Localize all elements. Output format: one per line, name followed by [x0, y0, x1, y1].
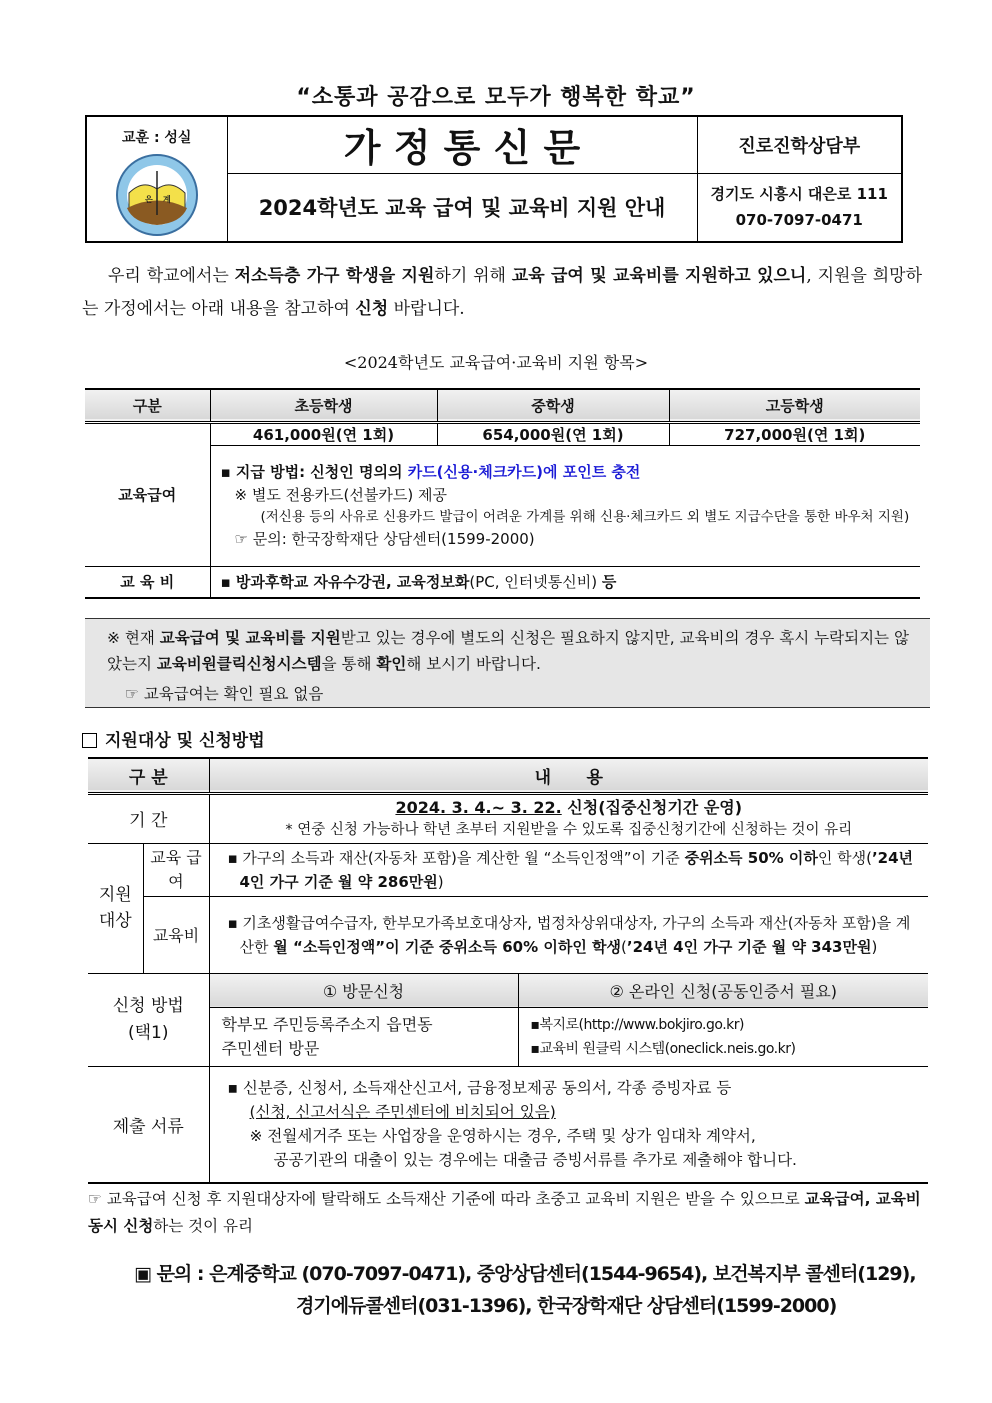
footnote: [88, 1186, 928, 1240]
col-header: 구분: [85, 389, 210, 422]
checkbox-square-icon: [82, 733, 97, 748]
online-method: [518, 1007, 928, 1066]
school-address: 경기도 시흥시 대은로 111: [710, 185, 888, 204]
text-segment: ’24년 4인 가구 기준 월 약 286만원: [239, 848, 914, 891]
contact-line-1: ▣ 문의 : 은계중학교 (070-7097-0471), 중앙상담센터(1544-9654), 보건복지부 콜센터(129),: [134, 1263, 916, 1285]
row-label: 교 육 비: [85, 566, 210, 598]
text-segment: 을 통해: [321, 655, 377, 673]
text-segment: ▪ 방과후학교 자유수강권, 교육정보화: [220, 573, 470, 592]
inquiry: ☞ 문의: 한국장학재단 상담센터(1599-2000): [234, 529, 535, 548]
payment-method: [221, 461, 911, 484]
row-label: 제출 서류: [88, 1066, 209, 1183]
text-segment: 교육 급여 및 교육비를 지원하고 있으니: [511, 266, 807, 286]
period-note: * 연중 신청 가능하나 학년 초부터 지원받을 수 있도록 집중신청기간에 신청하는 것이 유리: [285, 821, 853, 838]
text-segment: ☞ 교육급여 신청 후 지원대상자에 탈락해도 소득재산 기준에 따라 초중고 교육비 지원은 받을 수 있으므로: [88, 1190, 805, 1208]
department: 진로진학상담부: [697, 116, 902, 173]
amount-middle: 654,000원(연 1회): [437, 422, 669, 445]
letter-subtitle: 2024학년도 교육 급여 및 교육비 지원 안내: [227, 173, 697, 242]
payment-method-cell: [210, 445, 920, 566]
sub-label: 교육 급여: [143, 843, 209, 896]
contact-info: [0, 1258, 992, 1322]
text-segment: ): [871, 937, 878, 956]
row-label: 지원 대상: [88, 843, 143, 973]
text-segment: ※ 현재: [107, 629, 160, 647]
contact-line-2: 경기에듀콜센터(031-1396), 한국장학재단 상담센터(1599-2000): [296, 1295, 837, 1317]
letter-title: 가 정 통 신 문: [227, 116, 697, 173]
text-segment: ): [437, 872, 444, 891]
online-header: ② 온라인 신청(공동인증서 필요): [518, 973, 928, 1007]
col-header: 고등학생: [669, 389, 920, 422]
logo-text: 은: [144, 195, 153, 204]
svg-text:계: 계: [162, 195, 171, 204]
visit-method: 학부모 주민등록주소지 읍면동 주민센터 방문: [209, 1007, 518, 1066]
text-segment: ▪ 기초생활급여수급자, 한부모가족보호대상자, 법정차상위대상자, 가구의 소득과 재산(자동차 포함)을 계산한: [227, 913, 911, 956]
period-cell: [209, 793, 928, 843]
docs-extra-cont: 공공기관의 대출이 있는 경우에는 대출금 증빙서류를 추가로 제출해야 합니다.: [273, 1151, 797, 1170]
col-header: 구 분: [88, 758, 209, 793]
text-segment: 저소득층 가구 학생을 지원: [234, 266, 435, 286]
text-segment: 월 “소득인정액”이 기준 중위소득 60% 이하인 학생: [273, 937, 622, 956]
intro-paragraph: [82, 260, 922, 326]
school-phone: 070-7097-0471: [735, 211, 863, 230]
notice-box: [85, 618, 930, 708]
eligibility-table: [88, 757, 928, 1184]
docs-list: ▪ 신분증, 신청서, 소득재산신고서, 금융정보제공 동의서, 각종 증빙자료 등: [227, 1079, 732, 1098]
letter-header: [85, 115, 903, 243]
col-header: 내 용: [209, 758, 928, 793]
text-segment: 우리 학교에서는: [108, 266, 235, 286]
text-segment: 해 보시기 바랍니다.: [406, 655, 541, 673]
notice-text: [107, 625, 920, 677]
school-motto: 교훈 : 성실: [122, 130, 192, 146]
school-motto-cell: [86, 116, 227, 242]
text-segment: (: [621, 937, 627, 956]
documents-cell: [209, 1066, 928, 1183]
text-segment: 등: [601, 573, 617, 592]
education-cost-items: [210, 566, 920, 598]
period-dates: 2024. 3. 4.~ 3. 22.: [395, 797, 562, 817]
support-items-table: [85, 388, 920, 599]
docs-note: (신청, 신고서식은 주민센터에 비치되어 있음): [249, 1103, 556, 1122]
edu-cost-criteria: [209, 896, 928, 973]
section-title: 지원대상 및 신청방법: [105, 731, 265, 751]
text-segment: 교육급여 및 교육비를 지원: [159, 629, 341, 647]
method-note: ※ 별도 전용카드(선불카드) 제공: [234, 485, 447, 504]
text-segment: (PC, 인터넷통신비): [469, 573, 602, 592]
text-segment: 중위소득 50% 이하: [684, 848, 818, 867]
method-label: 신청 방법: [112, 995, 184, 1016]
text-segment: 인 학생(: [817, 848, 872, 867]
row-label: 기 간: [88, 793, 209, 843]
col-header: 초등학생: [210, 389, 437, 422]
docs-extra: ※ 전월세거주 또는 사업장을 운영하시는 경우, 주택 및 상가 임대차 계약서,: [249, 1127, 756, 1146]
text-segment: 교육비원클릭신청시스템: [156, 655, 322, 673]
school-contact-cell: [697, 173, 902, 242]
sub-label: 교육비: [143, 896, 209, 973]
text-segment: 카드(신용·체크카드)에 포인트 충전: [407, 462, 641, 481]
col-header: 중학생: [437, 389, 669, 422]
section-heading: [82, 726, 265, 751]
amount-elementary: 461,000원(연 1회): [210, 422, 437, 445]
method-label-sub: (택1): [127, 1022, 169, 1043]
edu-benefit-criteria: [209, 843, 928, 896]
online-link-bokjiro: ▪복지로(http://www.bokjiro.go.kr): [530, 1016, 744, 1033]
amount-high: 727,000원(연 1회): [669, 422, 920, 445]
visit-header: ① 방문신청: [209, 973, 518, 1007]
text-segment: 바랍니다.: [388, 299, 465, 319]
text-segment: ▪ 가구의 소득과 재산(자동차 포함)을 계산한 월 “소득인정액”이 기준: [227, 848, 685, 867]
school-logo-icon: [115, 153, 199, 237]
text-segment: 하는 것이 유리: [153, 1217, 253, 1235]
row-label: [88, 973, 209, 1066]
method-sub: (저신용 등의 사유로 신용카드 발급이 어려운 가계를 위해 신용·체크카드 외 별도 지급수단을 통한 바우처 지원): [260, 508, 910, 525]
text-segment: 받고 있는 경우에 별도의 신청은 필요하지 않지만, 교육비의 경우 혹시 누락되지는 않았는지: [107, 629, 909, 673]
text-segment: 신청: [355, 299, 389, 319]
online-link-oneclick: ▪교육비 원클릭 시스템(oneclick.neis.go.kr): [530, 1040, 796, 1057]
text-segment: , 지원을 희망하는 가정에서는 아래 내용을 참고하여: [82, 266, 922, 319]
text-segment: ’24년 4인 가구 기준 월 약 343만원: [626, 937, 872, 956]
notice-sub: ☞ 교육급여는 확인 필요 없음: [125, 685, 324, 703]
text-segment: ▪ 지급 방법: 신청인 명의의: [220, 462, 408, 481]
row-label: 교육급여: [85, 422, 210, 566]
period-suffix: 신청(집중신청기간 운영): [561, 797, 743, 817]
text-segment: 교육급여, 교육비 동시 신청: [88, 1190, 921, 1235]
table-caption: <2024학년도 교육급여·교육비 지원 항목>: [343, 353, 649, 372]
school-motto-banner: “소통과 공감으로 모두가 행복한 학교”: [296, 85, 696, 110]
text-segment: 하기 위해: [434, 266, 512, 286]
text-segment: 확인: [376, 655, 407, 673]
